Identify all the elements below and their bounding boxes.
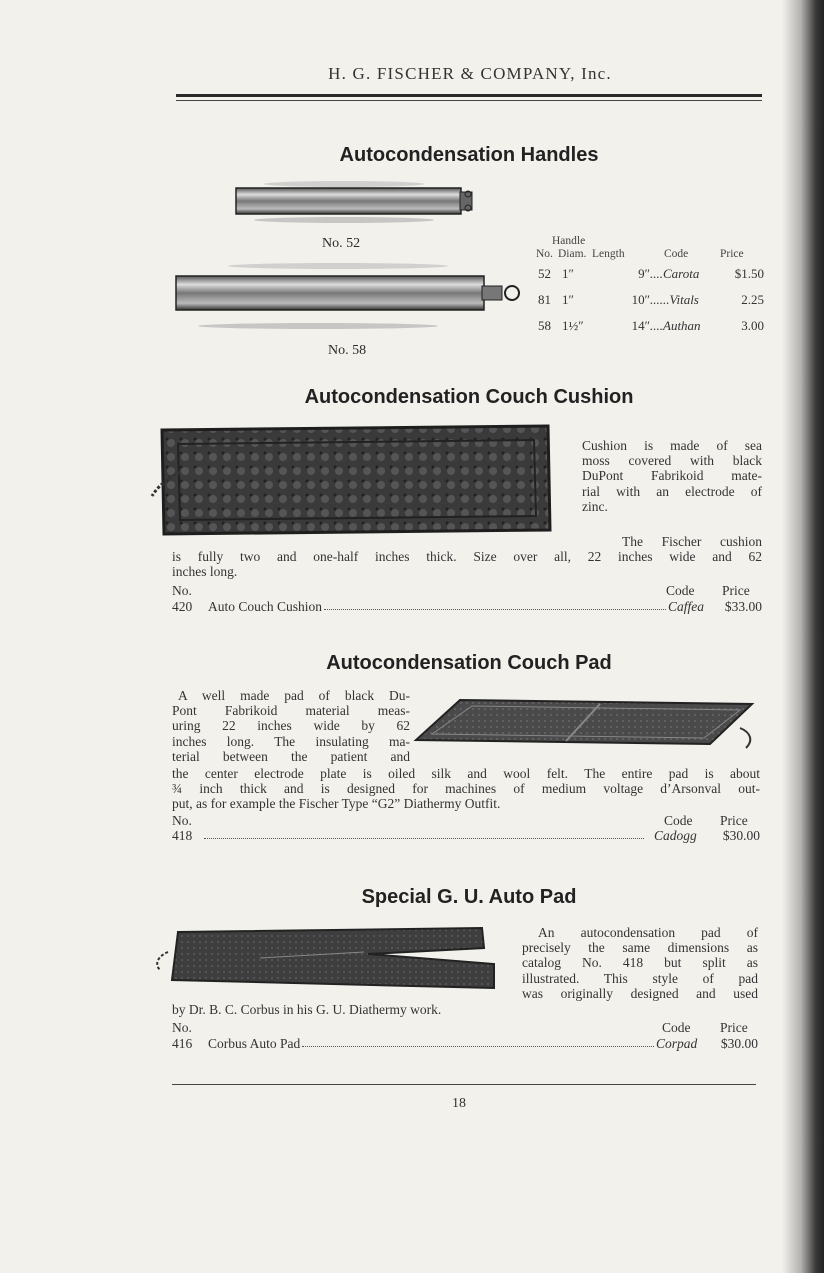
pad-description-wide: the center electrode plate is oiled silk and wool felt. The entire pad is about ¾ inch thick and is designed for machines of medium voltage d’Arsonval out- put, as for example the Fischer Type “G2” Diathermy Outfit. bbox=[172, 766, 760, 812]
gu-pad-item-row bbox=[172, 1036, 758, 1051]
item-price: $30.00 bbox=[722, 828, 760, 843]
cushion-desc2-first: The Fischer cushion bbox=[622, 534, 762, 549]
gu-pad-col-price: Price bbox=[720, 1020, 748, 1035]
cushion-title: Autocondensation Couch Cushion bbox=[304, 386, 634, 408]
page-header: H. G. FISCHER & COMPANY, Inc. bbox=[328, 64, 612, 83]
item-no: 418 bbox=[172, 828, 193, 843]
item-no: 420 bbox=[172, 599, 193, 614]
cell-diam: 1″ bbox=[562, 266, 574, 281]
handles-table-body bbox=[538, 266, 764, 344]
header-rule bbox=[176, 94, 762, 97]
cell-diam: 1½″ bbox=[562, 318, 584, 333]
col-no: No. bbox=[536, 248, 553, 260]
page-shadow-edge bbox=[782, 0, 824, 1273]
col-diam: Diam. bbox=[558, 248, 587, 260]
cushion-col-price: Price bbox=[722, 583, 750, 598]
item-code: Cadogg bbox=[654, 828, 697, 843]
handles-table-group-label: Handle bbox=[552, 235, 586, 247]
leader-dots bbox=[204, 828, 644, 839]
item-no: 416 bbox=[172, 1036, 193, 1051]
pad-col-code: Code bbox=[664, 813, 693, 828]
gu-pad-col-code: Code bbox=[662, 1020, 691, 1035]
gu-pad-col-no: No. bbox=[172, 1020, 192, 1035]
table-row bbox=[538, 292, 764, 318]
item-name: Corbus Auto Pad bbox=[208, 1036, 301, 1051]
cell-length: 14″ bbox=[631, 318, 650, 333]
cushion-desc2-cont: is fully two and one-half inches thick. Size over all, 22 inches wide and 62 bbox=[172, 549, 762, 564]
item-name: Auto Couch Cushion bbox=[208, 599, 323, 614]
cell-price: $1.50 bbox=[734, 266, 764, 281]
pad-col-no: No. bbox=[172, 813, 192, 828]
handles-title: Autocondensation Handles bbox=[339, 144, 599, 166]
handle-52-image bbox=[224, 170, 484, 240]
cell-no: 58 bbox=[538, 318, 551, 333]
gu-pad-image bbox=[150, 922, 500, 994]
cell-no: 52 bbox=[538, 266, 551, 281]
item-code: Corpad bbox=[656, 1036, 698, 1051]
pad-item-row bbox=[172, 828, 760, 843]
gu-pad-desc-last: by Dr. B. C. Corbus in his G. U. Diathermy work. bbox=[172, 1002, 442, 1017]
cell-length: 10″ bbox=[631, 292, 650, 307]
gu-pad-description: An autocondensation pad of precisely the same dimensions as catalog No. 418 but split as illustrated. This style of pad was originally designed and used bbox=[522, 925, 758, 1001]
cell-price: 3.00 bbox=[741, 318, 764, 333]
item-price: $30.00 bbox=[720, 1036, 758, 1051]
cushion-col-no: No. bbox=[172, 583, 192, 598]
cushion-desc2-last: inches long. bbox=[172, 564, 238, 579]
cell-length: 9″ bbox=[638, 266, 650, 281]
cushion-item-row bbox=[172, 599, 762, 614]
page-number: 18 bbox=[452, 1096, 466, 1111]
cell-code: ......Vitals bbox=[650, 292, 699, 307]
table-row bbox=[538, 266, 764, 292]
col-code: Code bbox=[664, 248, 689, 260]
leader-dots bbox=[302, 1036, 654, 1047]
handle-52-caption: No. 52 bbox=[322, 236, 361, 251]
handle-58-caption: No. 58 bbox=[328, 343, 367, 358]
leader-dots bbox=[324, 599, 666, 610]
pad-col-price: Price bbox=[720, 813, 748, 828]
cushion-col-code: Code bbox=[666, 583, 695, 598]
table-row bbox=[538, 318, 764, 344]
header-rule-thin bbox=[176, 100, 762, 101]
col-price: Price bbox=[720, 248, 744, 260]
cell-code: ....Carota bbox=[650, 266, 700, 281]
pad-title: Autocondensation Couch Pad bbox=[326, 652, 612, 674]
cell-price: 2.25 bbox=[741, 292, 764, 307]
cell-code: ....Authan bbox=[650, 318, 701, 333]
cell-no: 81 bbox=[538, 292, 551, 307]
handle-58-image bbox=[168, 258, 528, 348]
item-code: Caffea bbox=[668, 599, 704, 614]
handles-table-header bbox=[536, 248, 744, 260]
footer-rule bbox=[172, 1084, 756, 1085]
gu-pad-title: Special G. U. Auto Pad bbox=[361, 886, 577, 908]
item-price: $33.00 bbox=[724, 599, 762, 614]
col-length: Length bbox=[592, 248, 625, 260]
pad-description-narrow: A well made pad of black Du- Pont Fabrikoid material meas- uring 22 inches wide by 62 inches long. The insulating ma- terial between the patient and bbox=[172, 688, 410, 764]
cell-diam: 1″ bbox=[562, 292, 574, 307]
cushion-description: Cushion is made of sea moss covered with black DuPont Fabrikoid mate- rial with an electrode of zinc. bbox=[582, 438, 762, 514]
couch-pad-image bbox=[410, 694, 760, 760]
couch-cushion-image bbox=[150, 422, 560, 538]
